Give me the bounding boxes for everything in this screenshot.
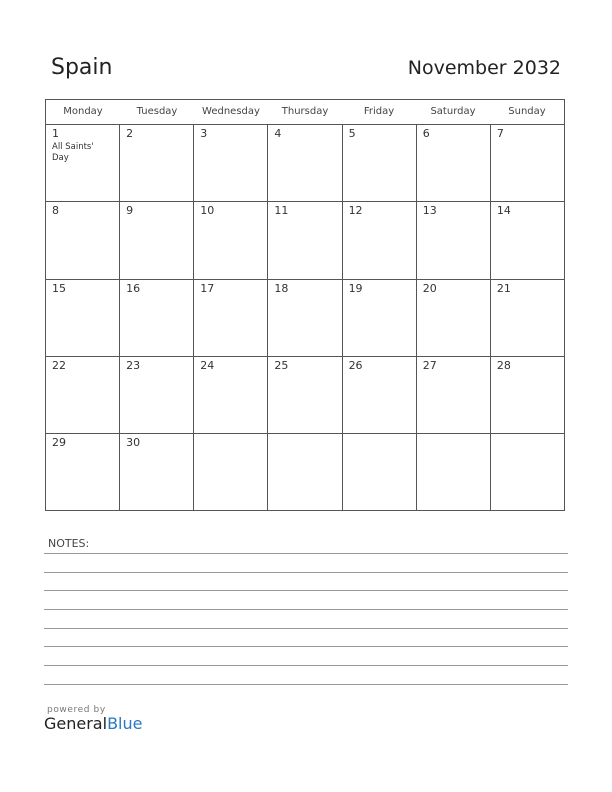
- day-number: 23: [126, 358, 141, 372]
- note-line: [44, 590, 568, 591]
- note-line: [44, 646, 568, 647]
- day-number: 16: [126, 281, 141, 295]
- day-number: 27: [422, 358, 437, 372]
- day-cell: [417, 280, 491, 356]
- day-number: 4: [274, 127, 282, 140]
- day-number: 20: [422, 281, 437, 295]
- day-number: 9: [126, 204, 134, 218]
- day-number: 10: [200, 204, 215, 218]
- note-line: [44, 572, 568, 573]
- day-number: 13: [422, 204, 437, 218]
- weekday-sunday: Sunday: [508, 106, 546, 117]
- day-number: 25: [274, 358, 289, 372]
- day-number: 26: [348, 358, 363, 372]
- day-number: 12: [348, 204, 363, 218]
- day-cell: [46, 434, 120, 511]
- day-number: 6: [422, 127, 430, 140]
- day-cell: [194, 280, 268, 356]
- day-cell: [46, 202, 120, 278]
- day-cell: [46, 280, 120, 356]
- note-line: [44, 609, 568, 610]
- day-cell: [491, 125, 564, 201]
- day-cell: [491, 280, 564, 356]
- day-cell: [343, 125, 417, 201]
- day-cell: [268, 125, 342, 201]
- weekday-monday: Monday: [63, 106, 103, 117]
- week-row: [46, 280, 564, 357]
- day-number: 1: [52, 127, 59, 140]
- day-number: 19: [348, 281, 363, 295]
- week-row: [46, 125, 564, 202]
- day-cell: [120, 125, 194, 201]
- day-cell: [194, 434, 268, 511]
- logo-general: General: [44, 714, 108, 733]
- weekday-header: [46, 100, 564, 125]
- day-number: 7: [496, 127, 504, 140]
- day-number: 3: [200, 127, 208, 140]
- day-cell: [417, 125, 491, 201]
- weekday-tuesday: Tuesday: [136, 106, 178, 117]
- brand-footer: [44, 705, 142, 733]
- day-cell: [343, 202, 417, 278]
- logo-blue: Blue: [107, 714, 143, 733]
- month-title: November 2032: [407, 57, 561, 79]
- day-cell: [491, 357, 564, 433]
- day-number: 21: [496, 281, 511, 295]
- day-cell: [417, 357, 491, 433]
- day-cell: [194, 202, 268, 278]
- holiday-label: All Saints' Day: [52, 142, 94, 163]
- day-cell: [120, 357, 194, 433]
- day-cell: [120, 202, 194, 278]
- day-number: 28: [496, 358, 511, 372]
- note-line: [44, 628, 568, 629]
- week-row: [46, 357, 564, 434]
- day-number: 18: [274, 281, 289, 295]
- day-cell: [268, 357, 342, 433]
- day-cell: [343, 434, 417, 511]
- generalblue-logo: [44, 714, 142, 733]
- day-cell: [46, 125, 120, 201]
- note-line: [44, 665, 568, 666]
- country-title: Spain: [51, 55, 113, 80]
- powered-by-text: powered by: [47, 705, 106, 715]
- day-cell: [268, 280, 342, 356]
- weekday-friday: Friday: [363, 106, 395, 117]
- day-number: 15: [52, 281, 66, 295]
- day-cell: [120, 280, 194, 356]
- day-cell: [343, 280, 417, 356]
- day-cell: [268, 434, 342, 511]
- weekday-wednesday: Wednesday: [202, 106, 260, 117]
- weekday-saturday: Saturday: [430, 106, 476, 117]
- note-line: [44, 553, 568, 554]
- day-number: 24: [200, 358, 215, 372]
- day-cell: [417, 434, 491, 511]
- day-number: 8: [52, 204, 59, 218]
- week-row: [46, 202, 564, 279]
- note-line: [44, 684, 568, 685]
- day-number: 14: [496, 204, 511, 218]
- notes-label: NOTES:: [48, 537, 90, 550]
- day-cell: [343, 357, 417, 433]
- weekday-thursday: Thursday: [281, 106, 329, 117]
- day-number: 11: [274, 204, 289, 218]
- day-cell: [194, 357, 268, 433]
- day-number: 2: [126, 127, 134, 140]
- day-number: 5: [348, 127, 356, 140]
- day-cell: [46, 357, 120, 433]
- day-number: 17: [200, 281, 215, 295]
- day-number: 29: [52, 436, 66, 450]
- day-cell: [194, 125, 268, 201]
- day-cell: [268, 202, 342, 278]
- week-row: [46, 434, 564, 511]
- day-number: 30: [126, 436, 141, 450]
- day-cell: [491, 202, 564, 278]
- day-cell: [417, 202, 491, 278]
- day-cell: [491, 434, 564, 511]
- day-number: 22: [52, 358, 66, 372]
- calendar-grid: [45, 99, 565, 511]
- day-cell: [120, 434, 194, 511]
